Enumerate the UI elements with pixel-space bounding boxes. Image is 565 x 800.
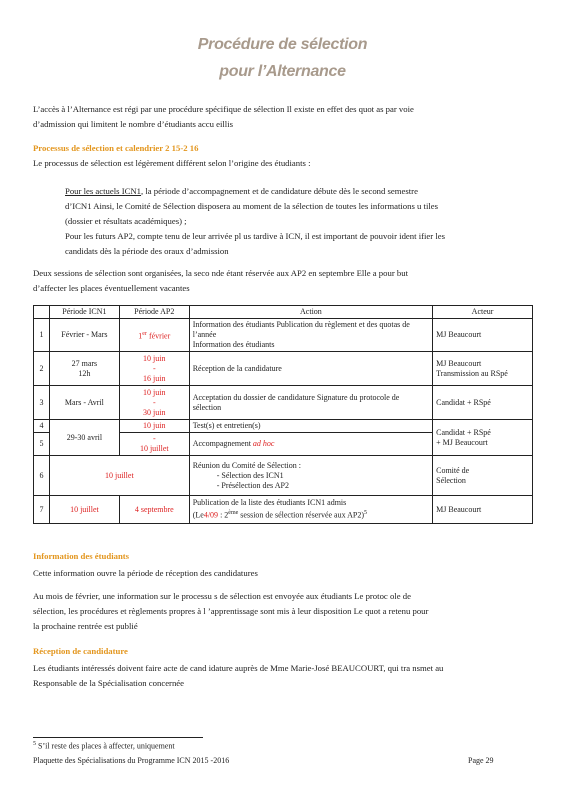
table-row	[34, 386, 533, 420]
bullet-text: (dossier et résultats académiques) ;	[65, 216, 187, 226]
page-title-line2: pour l’Alternance	[219, 63, 346, 80]
cell-actor	[433, 420, 533, 456]
cell-action	[189, 456, 432, 496]
cell-ap2	[119, 319, 189, 352]
intro-line: L’accès à l’Alternance est régi par une procédure spécifique de sélection Il existe en effet des quot as par voie	[33, 104, 414, 114]
ordinal-sup: ème	[228, 510, 239, 517]
cell-ap2: 10 juin	[119, 420, 189, 433]
header-icn1: Période ICN1	[49, 306, 119, 319]
ap2-line: -	[152, 434, 156, 443]
actor-line: + MJ Beaucourt	[436, 437, 488, 447]
actor-line: MJ Beaucourt	[436, 358, 482, 368]
ap2-line: 10 juin	[143, 353, 166, 363]
info-line: sélection, les procédures et règlements propres à l ’apprentissage sont mis à leur disposition Le quot a retenu pour	[33, 606, 429, 616]
cell-ap2: 4 septembre	[119, 496, 189, 524]
cell-actor: MJ Beaucourt	[433, 319, 533, 352]
cell-action	[189, 496, 432, 524]
table-row	[34, 456, 533, 496]
info-line: la prochaine rentrée est publié	[33, 621, 138, 631]
cell-icn1: Mars - Avril	[49, 386, 119, 420]
actor-line: Comité de	[436, 465, 470, 475]
ap2-line: 16 juin	[143, 373, 166, 383]
header-ap2: Période AP2	[119, 306, 189, 319]
action-line: Publication de la liste des étudiants ICN1 admis	[192, 498, 347, 508]
cell-ap2	[119, 433, 189, 456]
cell-action: Test(s) et entretien(s)	[189, 420, 432, 433]
bullet-text: d’ICN1 Ainsi, le Comité de Sélection disposera au moment de la sélection de toutes les informations u tiles	[65, 201, 439, 211]
row-num: 5	[34, 433, 50, 456]
table-row	[34, 420, 533, 433]
row-num: 1	[34, 319, 50, 352]
header-num	[34, 306, 50, 319]
bullet-lead: Pour les actuels ICN1	[65, 186, 142, 196]
ap2-line: -	[152, 363, 156, 373]
table-header-row	[34, 306, 533, 319]
info-line: Au mois de février, une information sur le processu s de sélection est envoyée aux étudiants Le protoc ole de	[33, 591, 411, 601]
footnote-separator	[33, 737, 203, 738]
date-num: 1	[138, 331, 143, 341]
sessions-line: Deux sessions de sélection sont organisées, la seco nde étant réservée aux AP2 en septembre Elle a pour but	[33, 268, 408, 278]
cell-actor: MJ Beaucourt	[433, 496, 533, 524]
bullet-text: Pour les futurs AP2, compte tenu de leur arrivée pl us tardive à ICN, il est important de pouvoir ident ifier les	[65, 231, 445, 241]
cell-actor	[433, 352, 533, 386]
row-num: 4	[34, 420, 50, 433]
cell-merged-date: 10 juillet	[49, 456, 189, 496]
date-sup: er	[142, 330, 147, 337]
icn1-line: 27 mars	[71, 358, 98, 368]
cell-actor	[433, 456, 533, 496]
action-text: (Le	[192, 510, 204, 520]
footnote	[33, 741, 175, 751]
reception-line: Responsable de la Spécialisation concernée	[33, 678, 185, 688]
footer-left: Plaquette des Spécialisations du Programme ICN 2015 -2016	[33, 756, 230, 765]
actor-line: Transmission au RSpé	[436, 368, 508, 378]
table-row	[34, 496, 533, 524]
page-number: Page 29	[468, 756, 494, 765]
action-line: Réunion du Comité de Sélection :	[192, 460, 301, 470]
section-heading-process: Processus de sélection et calendrier 2 15-2 16	[33, 143, 199, 153]
action-line: Information des étudiants	[192, 340, 275, 349]
ap2-line: 10 juillet	[139, 444, 169, 453]
icn1-line: 12h	[78, 368, 91, 378]
action-italic: ad hoc	[252, 439, 275, 448]
info-paragraph-2	[33, 589, 533, 634]
intro-line: d’admission qui limitent le nombre d’étudiants accu eillis	[33, 119, 234, 129]
row-num: 6	[34, 456, 50, 496]
section-heading-information: Information des étudiants	[33, 551, 130, 561]
action-subitem: - Sélection des ICN1	[217, 471, 429, 481]
selection-calendar-table	[33, 305, 533, 524]
reception-paragraph	[33, 661, 533, 691]
table-row	[34, 319, 533, 352]
cell-action: Réception de la candidature	[189, 352, 432, 386]
ap2-line: 10 juin	[143, 387, 166, 397]
actor-line: Candidat + RSpé	[436, 427, 491, 437]
cell-action	[189, 319, 432, 352]
row-num: 7	[34, 496, 50, 524]
action-text: : 2	[218, 510, 229, 520]
cell-actor: Candidat + RSpé	[433, 386, 533, 420]
footnote-text: S’il reste des places à affecter, uniquement	[36, 741, 175, 751]
row-num: 3	[34, 386, 50, 420]
process-intro: Le processus de sélection est légèrement différent selon l’origine des étudiants :	[33, 158, 311, 168]
section-heading-reception: Réception de candidature	[33, 646, 128, 656]
header-action: Action	[189, 306, 432, 319]
footnote-ref: 5	[364, 510, 368, 517]
ap2-line: 30 juin	[143, 407, 166, 417]
action-text: Accompagnement	[192, 439, 253, 448]
date-rest: février	[146, 331, 171, 341]
bullet-item-ap2	[49, 229, 533, 259]
actor-line: Sélection	[436, 475, 466, 485]
action-line: Information des étudiants Publication du règlement et des quotas de l’année	[192, 320, 410, 339]
cell-icn1: Février - Mars	[49, 319, 119, 352]
cell-icn1: 29-30 avril	[49, 420, 119, 456]
header-actor: Acteur	[433, 306, 533, 319]
action-text: session de sélection réservée aux AP2)	[238, 510, 365, 520]
row-num: 2	[34, 352, 50, 386]
cell-icn1	[49, 352, 119, 386]
action-line	[193, 508, 429, 521]
cell-ap2	[119, 352, 189, 386]
action-subitem: - Présélection des AP2	[217, 481, 429, 491]
footnote-number: 5	[33, 741, 36, 747]
ap2-line: -	[152, 397, 156, 407]
cell-icn1: 10 juillet	[49, 496, 119, 524]
cell-action: Acceptation du dossier de candidature Signature du protocole de sélection	[189, 386, 432, 420]
info-paragraph-1: Cette information ouvre la période de réception des candidatures	[33, 568, 258, 578]
action-date: 4/09	[203, 510, 219, 520]
cell-action	[189, 433, 432, 456]
sessions-paragraph	[33, 266, 533, 296]
reception-line: Les étudiants intéressés doivent faire acte de cand idature auprès de Mme Marie-José BEAUCOURT, qui tra nsmet au	[33, 663, 444, 673]
intro-paragraph	[33, 102, 533, 132]
bullet-item-icn1	[49, 184, 533, 229]
bullet-text: candidats dès la période des oraux d’admission	[65, 246, 229, 256]
sessions-line: d’affecter les places éventuellement vacantes	[33, 283, 190, 293]
bullet-text: , la période d’accompagnement et de candidature débute dès le second semestre	[141, 186, 418, 196]
table-row	[34, 352, 533, 386]
page-title-line1: Procédure de sélection	[197, 36, 368, 53]
cell-ap2	[119, 386, 189, 420]
